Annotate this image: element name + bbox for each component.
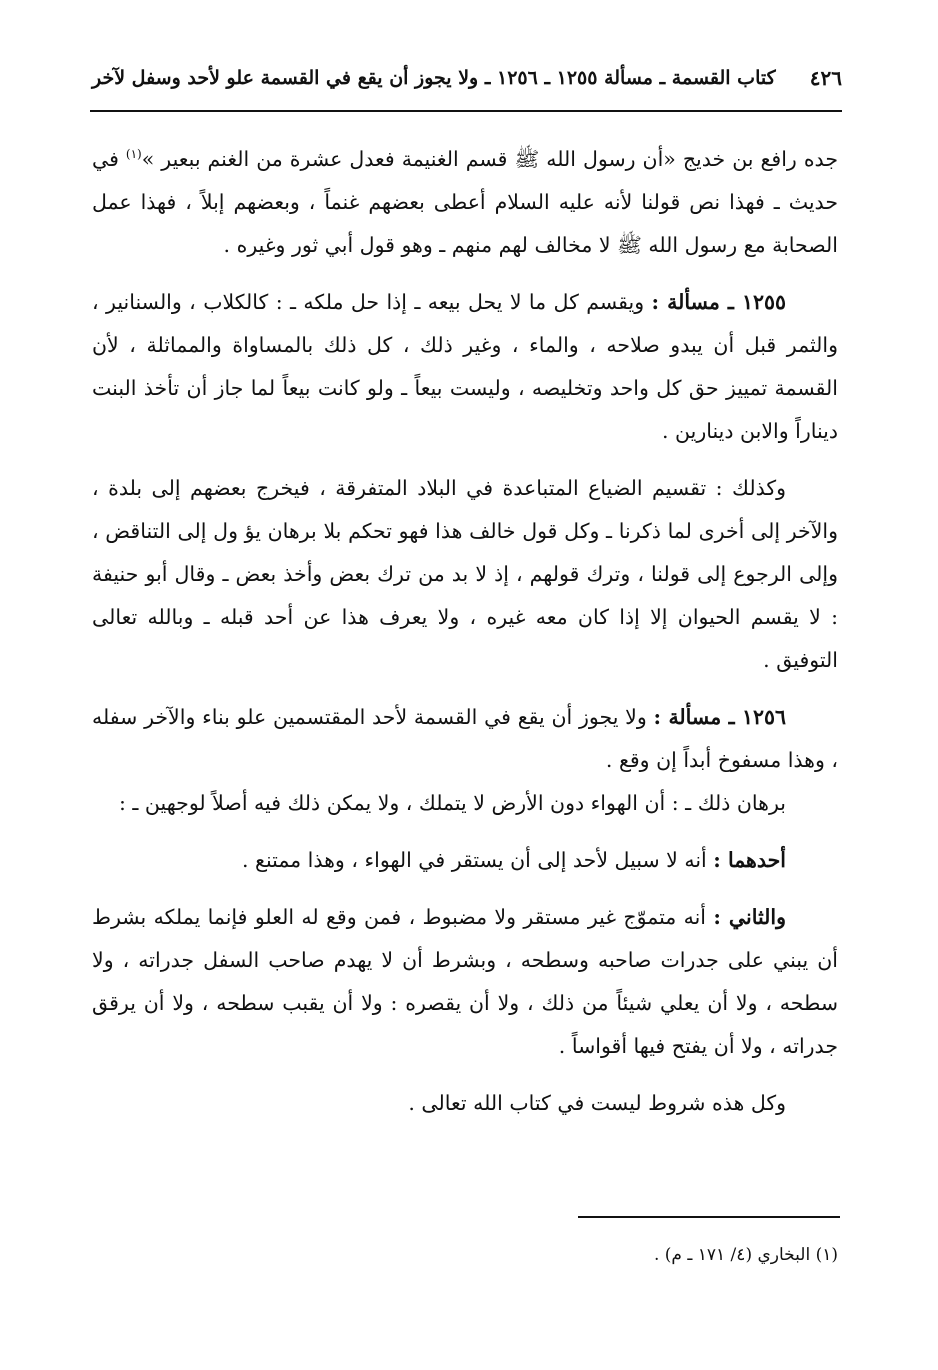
- hadith-continuation: في حديث ـ فهذا نص قولنا لأنه عليه السلام أعطى بعضهم غنماً ، وبعضهم إبلاً ، فهذا عمل الصحابة مع رسول الله ﷺ لا مخالف لهم منهم ـ وهو قول أبي ثور وغيره .: [92, 147, 838, 257]
- running-header: [92, 58, 842, 98]
- masala-1255-text: ويقسم كل ما لا يحل بيعه ـ إذا حل ملكه ـ : كالكلاب ، والسنانير ، والثمر قبل أن يبدو صلاحه ، والماء ، وغير ذلك ، كل ذلك بالمساواة والمماثلة ، لأن القسمة تمييز حق كل واحد وتخليصه ، وليست بيعاً ـ ولو كانت بيعاً لما جاز أن تأخذ البنت ديناراً والابن دينارين .: [92, 290, 838, 443]
- closing-text: وكل هذه شروط ليست في كتاب الله تعالى .: [408, 1091, 786, 1115]
- footnote-text: (١) البخاري (٤/ ١٧١ ـ م) .: [653, 1245, 838, 1265]
- page-number: ٤٢٦: [809, 66, 842, 90]
- second-reason-label: والثاني :: [713, 905, 786, 929]
- masala-1255-heading: ١٢٥٥ ـ مسألة :: [651, 290, 786, 314]
- paragraph-first-reason: [92, 839, 838, 882]
- paragraph-kadhalik: [92, 467, 838, 682]
- paragraph-masala-1256: [92, 696, 838, 782]
- first-reason-text: أنه لا سبيل لأحد إلى أن يستقر في الهواء ، وهذا ممتنع .: [242, 848, 714, 872]
- hadith-text: جده رافع بن خديج «أن رسول الله ﷺ قسم الغنيمة فعدل عشرة من الغنم ببعير »: [141, 147, 838, 171]
- paragraph-second-reason: [92, 896, 838, 1068]
- header-title: كتاب القسمة ـ مسألة ١٢٥٥ ـ ١٢٥٦ ـ ولا يجوز أن يقع في القسمة علو لأحد وسفل لآخر: [92, 67, 776, 89]
- masala-1256-heading: ١٢٥٦ ـ مسألة :: [653, 705, 786, 729]
- footnote-marker: (١): [125, 147, 142, 162]
- paragraph-hadith: [92, 138, 838, 267]
- burhan-text: برهان ذلك ـ : أن الهواء دون الأرض لا يتملك ، ولا يمكن ذلك فيه أصلاً لوجهين ـ :: [118, 791, 786, 815]
- footnote: [92, 1240, 838, 1270]
- masala-1256-text: ولا يجوز أن يقع في القسمة لأحد المقتسمين علو بناء والآخر سفله ، وهذا مسفوخ أبداً إن وقع .: [92, 705, 838, 772]
- paragraph-burhan: [92, 782, 838, 825]
- kadhalik-text: وكذلك : تقسيم الضياع المتباعدة في البلاد المتفرقة ، فيخرج بعضهم إلى بلدة ، والآخر إلى أخرى لما ذكرنا ـ وكل قول خالف هذا فهو تحكم بلا برهان يؤ ول إلى التناقض ، وإلى الرجوع إلى قولنا ، وترك قولهم ، إذ لا بد من ترك بعض وأخذ بعض ـ وقال أبو حنيفة : لا يقسم الحيوان إلا إذا كان معه غيره ، ولا يعرف هذا عن أحد قبله ـ وبالله تعالى التوفيق .: [92, 476, 838, 672]
- main-text: [92, 138, 838, 1125]
- paragraph-closing: [92, 1082, 838, 1125]
- first-reason-label: أحدهما :: [713, 848, 786, 872]
- header-divider: [90, 110, 842, 112]
- footnote-divider: [578, 1216, 840, 1218]
- second-reason-text: أنه متموّج غير مستقر ولا مضبوط ، فمن وقع له العلو فإنما يملكه بشرط أن يبني على جدرات صاحبه وسطحه ، وبشرط أن لا يهدم صاحب السفل جدراته ، ولا سطحه ، ولا أن يعلي شيئاً من ذلك ، ولا أن يقصره : ولا أن يقبب سطحه ، ولا أن يرقق جدراته ، ولا أن يفتح فيها أقواساً .: [92, 905, 838, 1058]
- paragraph-masala-1255: [92, 281, 838, 453]
